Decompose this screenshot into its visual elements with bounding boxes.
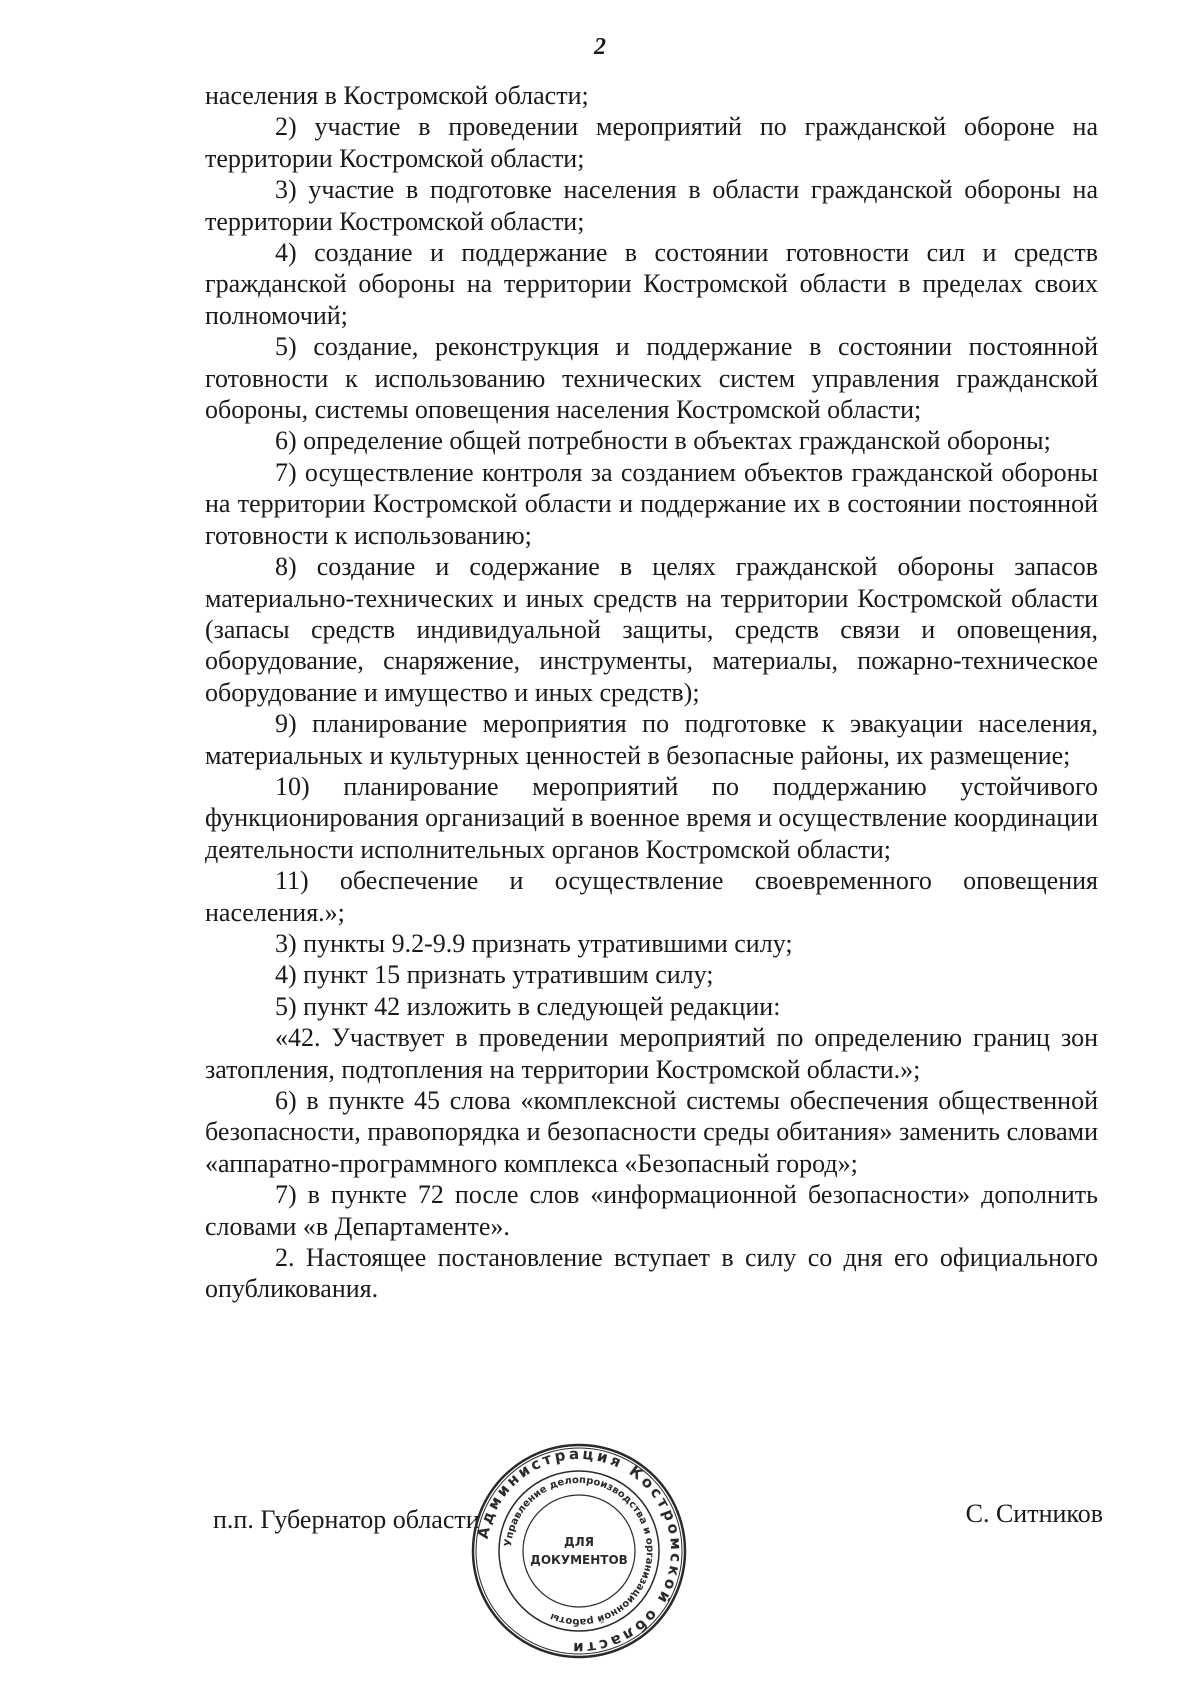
paragraph-item-9: 9) планирование мероприятия по подготовке к эвакуации населения, материальных и культурных ценностей в безопасные районы, их размещение; (205, 709, 1098, 770)
paragraph-item-7: 7) осуществление контроля за созданием объектов гражданской обороны на территории Костромской области и поддержание их в состоянии постоянной готовности к использованию; (205, 457, 1098, 550)
stamp-center-line2: ДОКУМЕНТОВ (530, 1553, 628, 1567)
paragraph-point-42: «42. Участвует в проведении мероприятий по определению границ зон затопления, подтопления на территории Костромской области.»; (205, 1023, 1098, 1084)
paragraph-amendment-7: 7) в пункте 72 после слов «информационной безопасности» дополнить словами «в Департаменте». (205, 1180, 1098, 1241)
stamp-seal-icon (468, 1440, 690, 1662)
paragraph-amendment-6: 6) в пункте 45 слова «комплексной системы обеспечения общественной безопасности, правопорядка и безопасности среды обитания» заменить словами «аппаратно-программного комплекса «Безопасный город»; (205, 1086, 1098, 1178)
paragraph-item-3: 3) участие в подготовке населения в области гражданской обороны на территории Костромской области; (205, 175, 1098, 236)
paragraph-item-4: 4) создание и поддержание в состоянии готовности сил и средств гражданской обороны на территории Костромской области в пределах своих полномочий; (205, 238, 1098, 330)
signatory-name: С. Ситников (965, 1499, 1103, 1528)
paragraph-item-8: 8) создание и содержание в целях гражданской обороны запасов материально-технических и иных средств на территории Костромской области (запасы средств индивидуальной защиты, средств связи и оповещения, оборудование, снаряжение, инструменты, материалы, пожарно-техническое оборудование и имущество и иных средств); (205, 552, 1098, 707)
paragraph-item-11: 11) обеспечение и осуществление своевременного оповещения населения.»; (205, 866, 1098, 927)
paragraph-amendment-5: 5) пункт 42 изложить в следующей редакции: (275, 991, 781, 1021)
signatory-title: п.п. Губернатор области (213, 1505, 480, 1534)
paragraph-item-2: 2) участие в проведении мероприятий по гражданской обороне на территории Костромской области; (205, 112, 1098, 173)
paragraph-amendment-3: 3) пункты 9.2-9.9 признать утратившими силу; (275, 928, 793, 958)
paragraph-continuation: населения в Костромской области; (205, 81, 589, 110)
paragraph-effective-date: 2. Настоящее постановление вступает в силу со дня его официального опубликования. (205, 1243, 1098, 1304)
svg-text:Управление делопроизводства и: Управление делопроизводства и организационной работы (503, 1474, 656, 1628)
document-body (205, 80, 1098, 1305)
paragraph-amendment-4: 4) пункт 15 признать утратившим силу; (275, 960, 714, 990)
svg-text:Администрация Костромской обла: Администрация Костромской области (473, 1444, 686, 1658)
paragraph-item-5: 5) создание, реконструкция и поддержание в состоянии постоянной готовности к использованию технических систем управления гражданской обороны, системы оповещения населения Костромской области; (205, 332, 1098, 425)
page-number: 2 (594, 34, 606, 60)
stamp-center-line1: ДЛЯ (564, 1535, 594, 1549)
official-stamp (468, 1440, 690, 1662)
paragraph-item-6: 6) определение общей потребности в объектах гражданской обороны; (275, 426, 1051, 456)
paragraph-item-10: 10) планирование мероприятий по поддержанию устойчивого функционирования организаций в военное время и осуществление координации деятельности исполнительных органов Костромской области; (205, 771, 1098, 864)
